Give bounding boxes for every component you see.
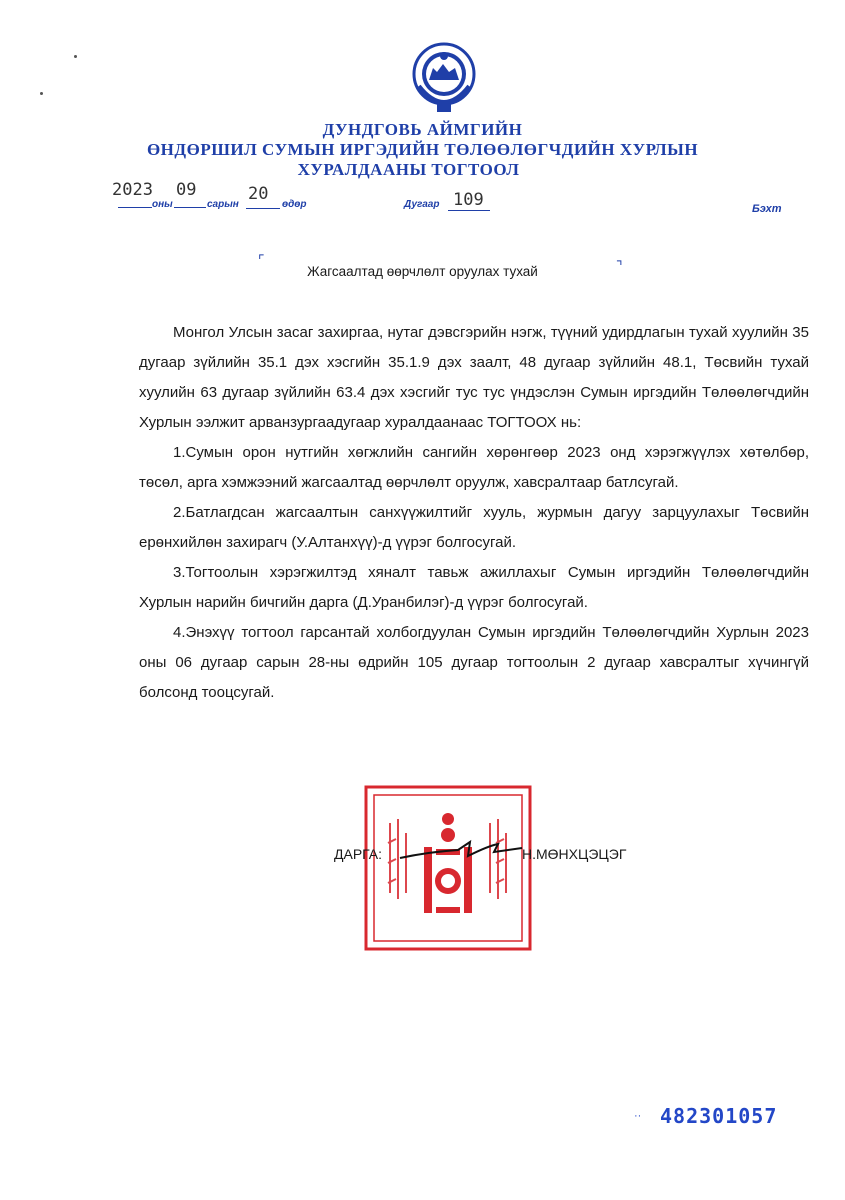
state-emblem-icon xyxy=(403,36,485,118)
subject-bracket-left: ⌜ xyxy=(258,252,265,268)
signatory-name: Н.МӨНХЦЭЦЭГ xyxy=(522,846,627,862)
scan-dot xyxy=(74,55,77,58)
resolution-body xyxy=(139,318,809,708)
serial-number: 482301057 xyxy=(660,1104,778,1128)
official-seal-stamp xyxy=(362,783,534,953)
day-label: өдөр xyxy=(282,199,307,210)
year-label: оны xyxy=(152,199,173,210)
number-underline xyxy=(448,210,490,211)
number-label: Дугаар xyxy=(404,199,440,210)
date-month: 09 xyxy=(176,180,197,200)
header-council: ӨНДӨРШИЛ СУМЫН ИРГЭДИЙН ТӨЛӨӨЛӨГЧДИЙН ХУРЛЫН xyxy=(146,140,699,159)
resolution-item-2: 2.Батлагдсан жагсаалтын санхүүжилтийг хууль, журмын дагуу зарцуулахыг Төсвийн ерөнхийлөн захирагч (У.Алтанхүү)-д үүрэг болгосугай. xyxy=(139,504,809,551)
header-aimag: ДУНДГОВЬ АЙМГИЙН xyxy=(322,120,523,139)
document-number: 109 xyxy=(453,190,484,210)
place-name: Бэхт xyxy=(752,203,782,215)
handwritten-signature xyxy=(398,836,528,866)
resolution-item-4: 4.Энэхүү тогтоол гарсантай холбогдуулан Сумын иргэдийн Төлөөлөгчдийн Хурлын 2023 оны 06 дугаар сарын 28-ны өдрийн 105 дугаар тогтоолын 2 дугаар хавсралтыг хүчингүй болсонд тооцсугай. xyxy=(139,624,809,701)
resolution-item-3: 3.Тогтоолын хэрэгжилтэд хяналт тавьж ажиллахыг Сумын иргэдийн Төлөөлөгчдийн Хурлын нарийн бичгийн дарга (Д.Уранбилэг)-д үүрэг болгосугай. xyxy=(139,564,809,611)
day-underline xyxy=(246,208,280,209)
month-underline xyxy=(174,207,206,208)
year-underline xyxy=(118,207,152,208)
date-day: 20 xyxy=(248,184,269,204)
month-label: сарын xyxy=(207,199,239,210)
date-year: 2023 xyxy=(112,180,153,200)
serial-prefix-mark: ·· xyxy=(634,1110,642,1122)
resolution-item-1: 1.Сумын орон нутгийн хөгжлийн сангийн хөрөнгөөр 2023 онд хэрэгжүүлэх хөтөлбөр, төсөл, арга хэмжээний жагсаалтад өөрчлөлт оруулж, хавсралтаар батлсугай. xyxy=(139,444,809,491)
scan-dot xyxy=(40,92,43,95)
intro-paragraph: Монгол Улсын засаг захиргаа, нутаг дэвсгэрийн нэгж, түүний удирдлагын тухай хуулийн 35 дугаар зүйлийн 35.1 дэх хэсгийн 35.1.9 дэх заалт, 48 дугаар зүйлийн 48.1, Төсвийн тухай хуулийн 63 дугаар зүйлийн 63.4 дэх хэсгийг тус тус үндэслэн Сумын иргэдийн Төлөөлөгчдийн Хурлын ээлжит арванзургаадугаар хуралдаанаас ТОГТООХ нь: xyxy=(139,324,809,431)
header-doc-type: ХУРАЛДААНЫ ТОГТООЛ xyxy=(297,160,520,179)
subject-title: Жагсаалтад өөрчлөлт оруулах тухай xyxy=(307,264,538,279)
signatory-title: ДАРГА: xyxy=(334,846,383,862)
subject-bracket-right: ⌝ xyxy=(616,258,623,274)
